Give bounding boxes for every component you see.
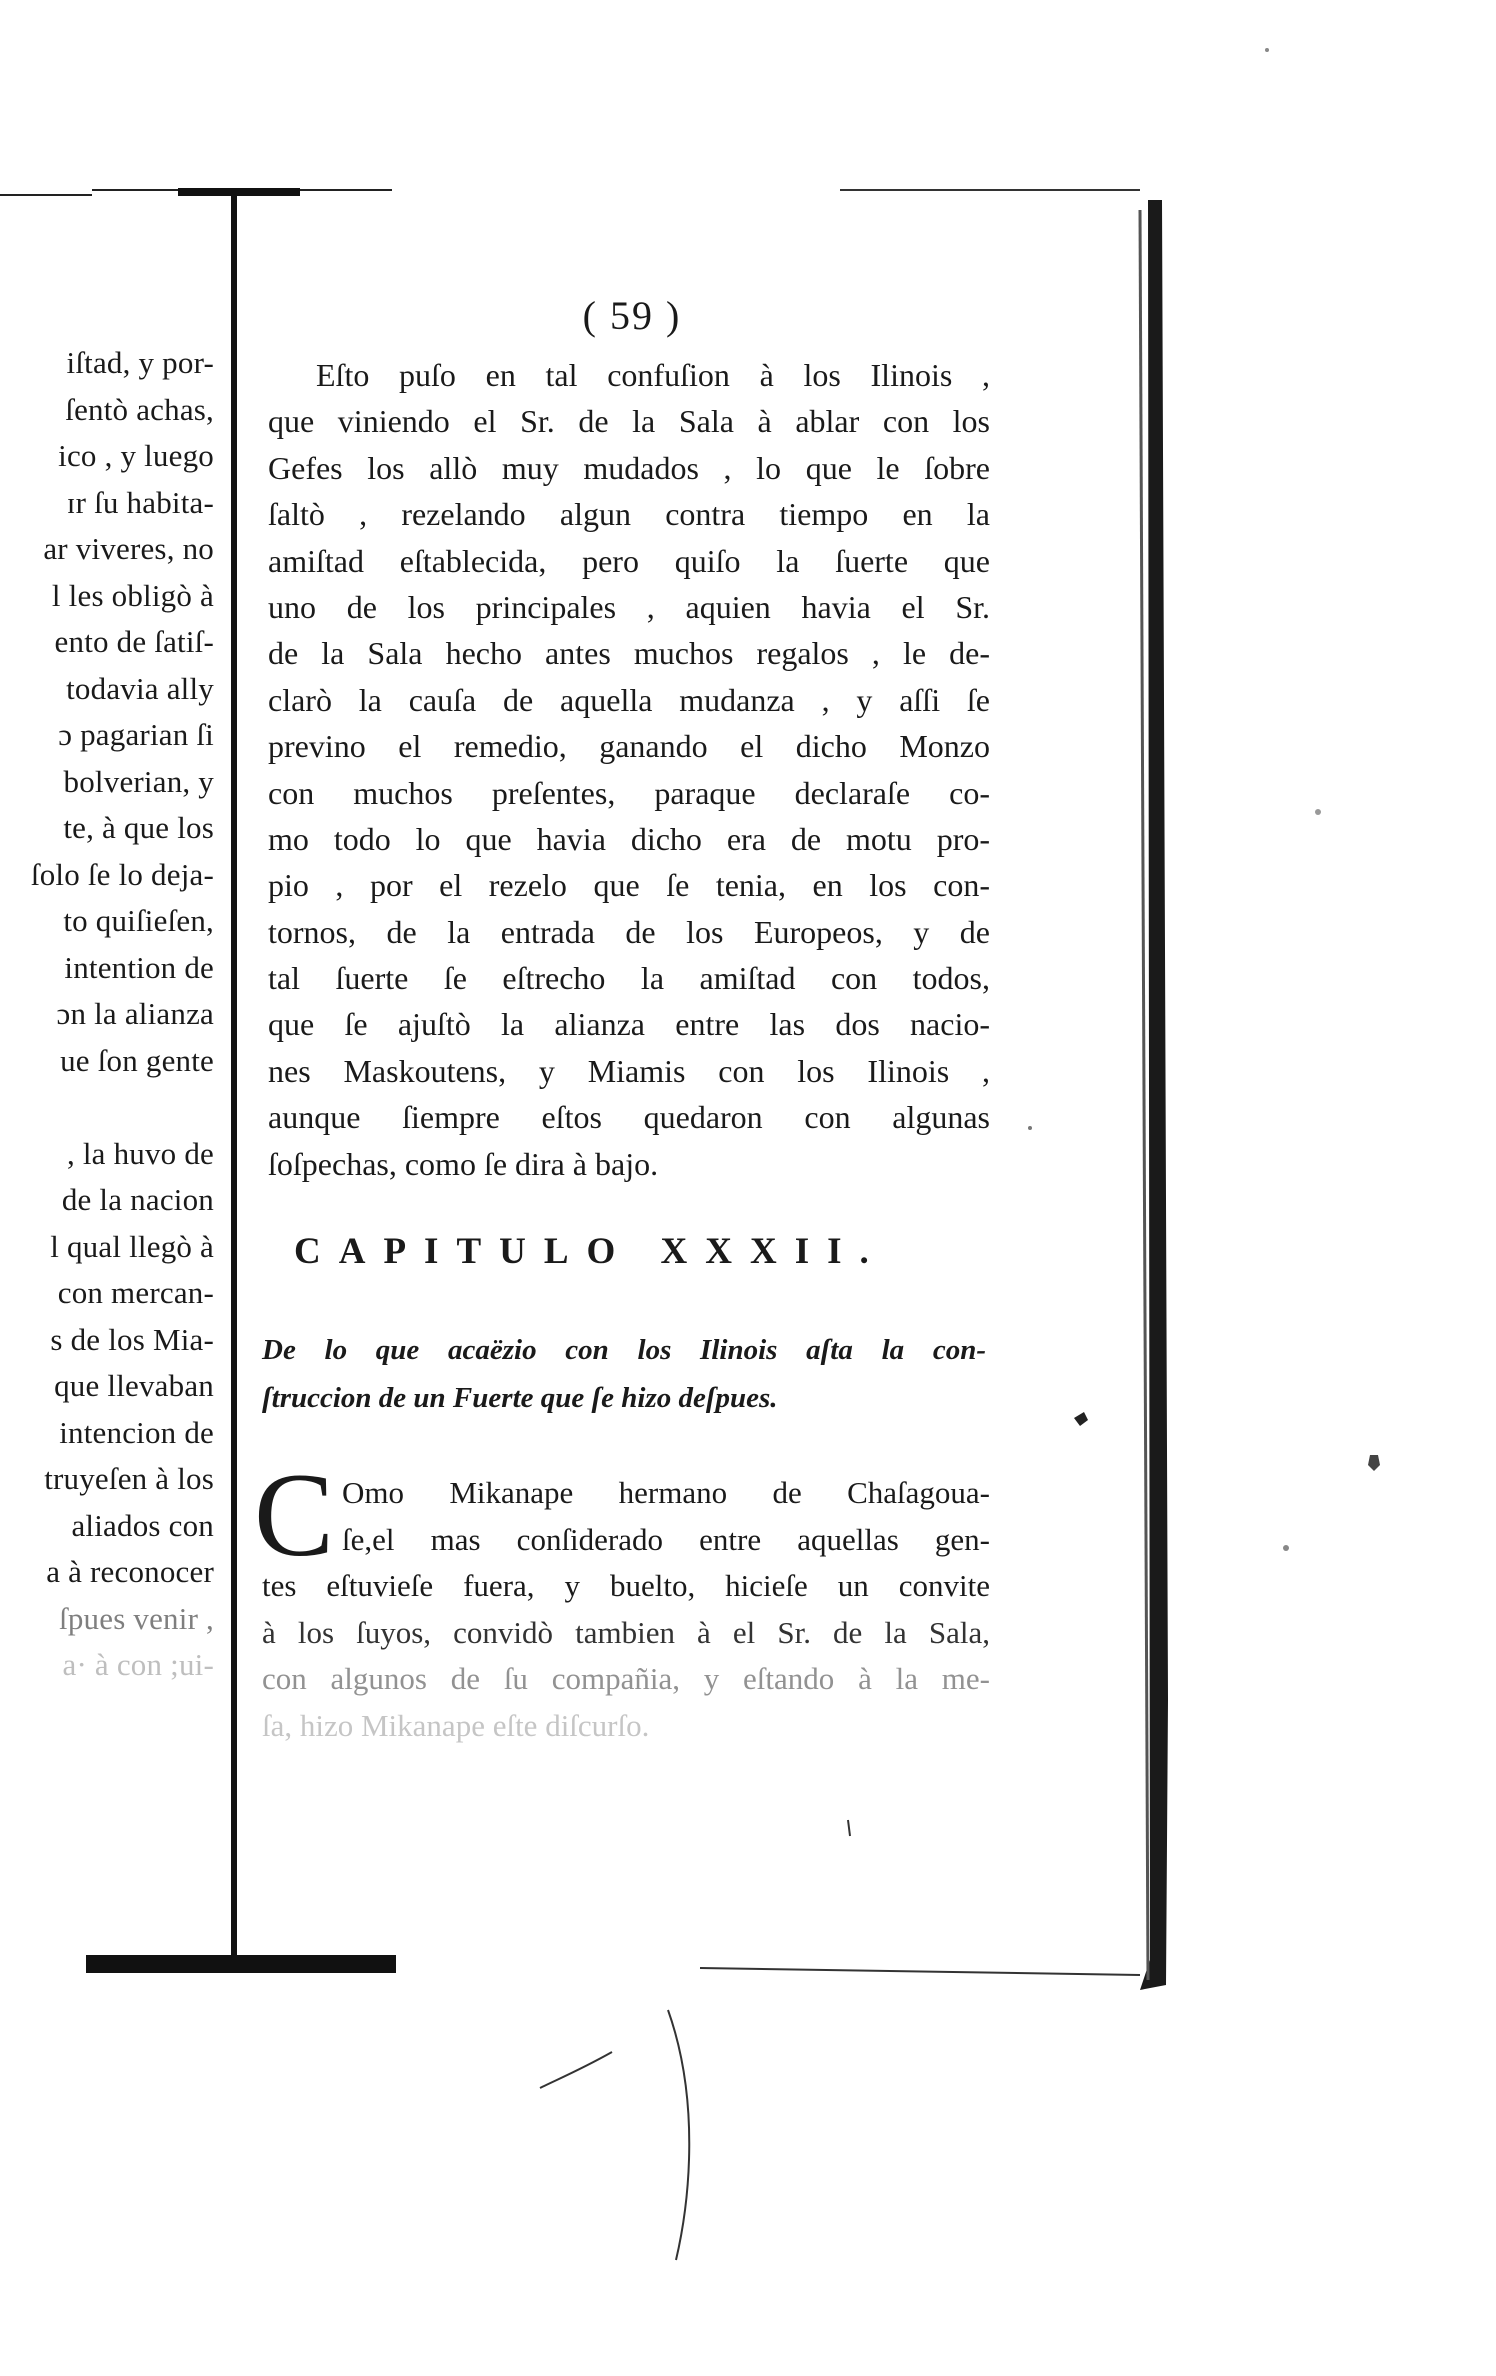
chapter-body-line: ſe,el mas conſiderado entre aquellas gen- bbox=[342, 1521, 990, 1557]
left-line: s de los Mia- bbox=[50, 1321, 214, 1357]
left-line: intention de bbox=[64, 949, 214, 985]
left-line: de la nacion bbox=[61, 1182, 214, 1217]
left-line: que llevaban bbox=[54, 1368, 214, 1403]
paragraph-line: tal ſuerte ſe eſtrecho la amiſtad con todos, bbox=[268, 960, 990, 997]
chapter-body-line: con algunos de ſu compañia, y eſtando à la me- bbox=[262, 1661, 990, 1696]
paragraph-line: amiſtad eſtablecida, pero quiſo la ſuerte que bbox=[268, 542, 990, 579]
left-line: to quiſieſen, bbox=[63, 903, 214, 938]
gutter-bracket-bottom bbox=[86, 1955, 396, 1973]
left-line-blank bbox=[0, 1084, 214, 1131]
left-line: intencion de bbox=[59, 1414, 214, 1450]
left-line: ɔn la alianza bbox=[56, 996, 214, 1031]
paragraph-line: que viniendo el Sr. de la Sala à ablar con los bbox=[268, 403, 990, 440]
speck bbox=[848, 1820, 850, 1836]
page-number: ( 59 ) bbox=[582, 293, 682, 338]
chapter-heading: CAPITULO XXXII. bbox=[294, 1231, 887, 1272]
speck bbox=[1028, 1126, 1032, 1130]
left-page-text bbox=[0, 340, 214, 1689]
left-line: ento de ſatiſ- bbox=[54, 624, 214, 659]
left-line: ɪr ſu habita- bbox=[66, 484, 214, 520]
chapter-body-line: Omo Mikanape hermano de Chaſagoua- bbox=[342, 1475, 990, 1510]
left-line: bolverian, y bbox=[63, 763, 214, 799]
paragraph-line: mo todo lo que havia dicho era de motu pro- bbox=[268, 820, 990, 857]
left-line: con mercan- bbox=[57, 1275, 214, 1310]
stray-thread bbox=[540, 2052, 612, 2088]
left-line: , la huvo de bbox=[66, 1135, 214, 1171]
left-line: te, à que los bbox=[63, 810, 214, 845]
left-line: l qual llegò à bbox=[50, 1228, 214, 1264]
chapter-summary-line: De lo que acaëzio con los Ilinois aſta la con- bbox=[262, 1334, 986, 1366]
paragraph-line: nes Maskoutens, y Miamis con los Ilinois , bbox=[268, 1052, 990, 1089]
paragraph-line: ſaltò , rezelando algun contra tiempo en la bbox=[268, 496, 990, 533]
ink-blot bbox=[1368, 1455, 1380, 1471]
left-line: iſtad, y por- bbox=[66, 345, 214, 380]
paragraph-line: Eſto puſo en tal confuſion à los Ilinois , bbox=[316, 357, 990, 393]
paragraph-line: con muchos preſentes, paraque declaraſe co- bbox=[268, 774, 990, 811]
left-line: a à reconocer bbox=[46, 1554, 214, 1589]
page-fore-edge-shadow bbox=[1140, 210, 1148, 1980]
left-line: a· à con ;ui- bbox=[62, 1647, 214, 1682]
speck bbox=[1265, 48, 1269, 52]
drop-cap: C bbox=[254, 1448, 335, 1581]
chapter-body-line: ſa, hizo Mikanape eſte diſcurſo. bbox=[262, 1707, 650, 1743]
chapter-body-line: tes eſtuvieſe fuera, y buelto, hicieſe un convite bbox=[262, 1568, 990, 1603]
left-line: ico , y luego bbox=[58, 438, 214, 473]
paragraph-line: previno el remedio, ganando el dicho Monzo bbox=[268, 728, 990, 765]
paragraph-line: uno de los principales , aquien havia el Sr. bbox=[268, 588, 990, 625]
paragraph bbox=[268, 352, 990, 1187]
left-line: ſentò achas, bbox=[65, 391, 214, 427]
ink-blot bbox=[1074, 1412, 1088, 1426]
paragraph-line: clarò la cauſa de aquella mudanza , y aſſi ſe bbox=[268, 681, 990, 718]
paragraph-line: pio , por el rezelo que ſe tenia, en los con- bbox=[268, 867, 990, 904]
chapter-summary-line: ſtruccion de un Fuerte que ſe hizo deſpues. bbox=[262, 1382, 778, 1414]
paragraph-line: tornos, de la entrada de los Europeos, y de bbox=[268, 913, 990, 950]
left-line: ue ſon gente bbox=[60, 1042, 214, 1078]
bottom-rule-right bbox=[700, 1968, 1140, 1975]
left-line: ſolo ſe lo deja- bbox=[30, 856, 214, 892]
paragraph-line: aunque ſiempre eſtos quedaron con algunas bbox=[268, 1099, 990, 1136]
paragraph-line: ſoſpechas, como ſe dira à bajo. bbox=[268, 1145, 659, 1182]
left-line: ar viveres, no bbox=[43, 531, 214, 566]
chapter-body bbox=[262, 1470, 990, 1749]
paragraph-line: Gefes los allò muy mudados , lo que le ſobre bbox=[268, 449, 990, 486]
chapter-summary bbox=[262, 1326, 986, 1422]
paragraph-line: que ſe ajuſtò la alianza entre las dos nacio- bbox=[268, 1006, 990, 1043]
paragraph-line: de la Sala hecho antes muchos regalos , le de- bbox=[268, 635, 990, 672]
left-line: aliados con bbox=[71, 1507, 214, 1543]
chapter-body-line: à los ſuyos, convidò tambien à el Sr. de la Sala, bbox=[262, 1614, 990, 1650]
speck bbox=[1315, 809, 1321, 815]
left-line: l les obligò à bbox=[51, 577, 214, 613]
left-line: ɔ pagarian ſi bbox=[58, 717, 214, 752]
left-line: ſpues venir , bbox=[59, 1600, 214, 1636]
stray-thread bbox=[668, 2010, 689, 2260]
left-line: truyeſen à los bbox=[44, 1461, 214, 1496]
left-line: todavia ally bbox=[66, 670, 214, 706]
speck bbox=[1283, 1545, 1289, 1551]
